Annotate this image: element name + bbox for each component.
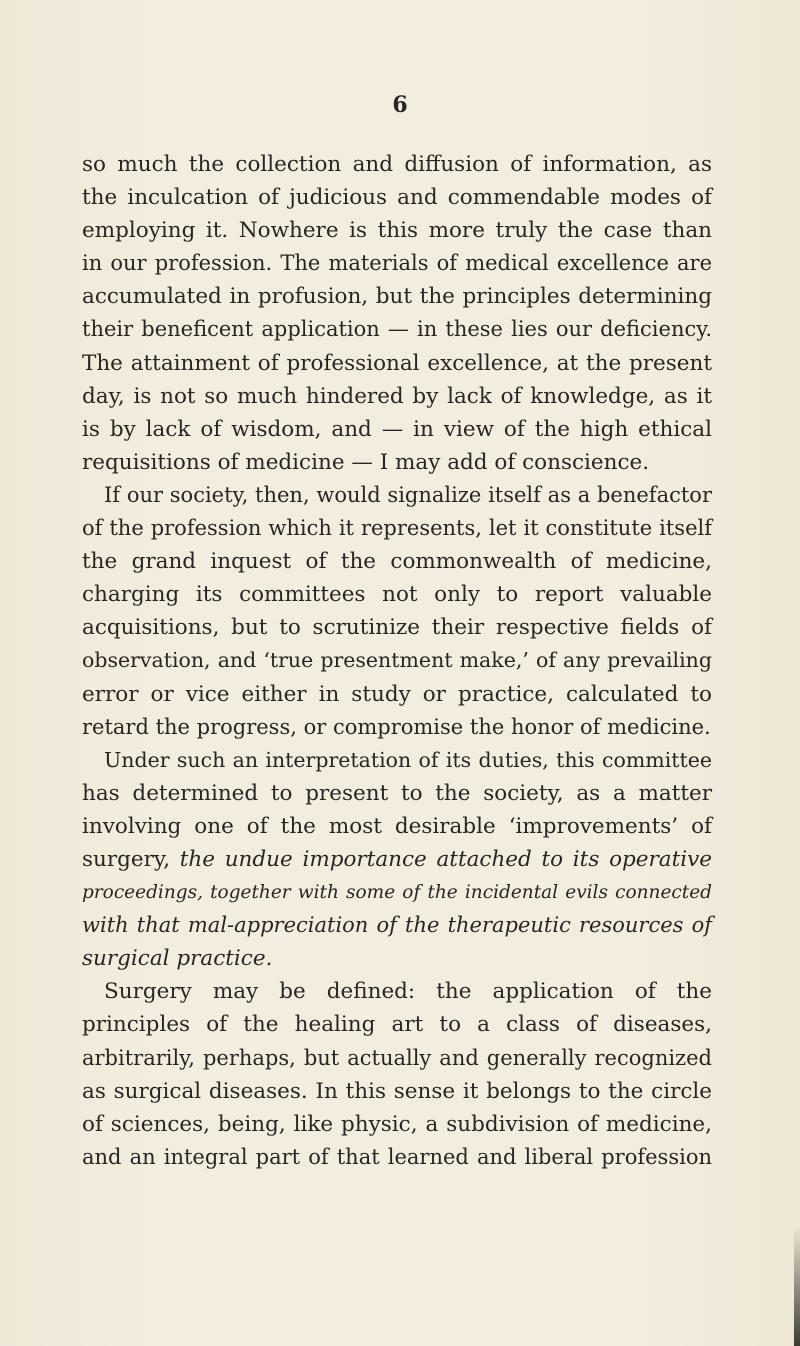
text-line: as surgical diseases. In this sense it belongs to the circle — [82, 1078, 712, 1104]
text-line: day, is not so much hindered by lack of knowledge, as it — [82, 383, 712, 409]
paragraph-start-line: Surgery may be defined: the application of the — [104, 979, 712, 1005]
text-line: of the profession which it represents, let it constitute itself — [82, 516, 712, 541]
text-line: arbitrarily, perhaps, but actually and generally recognized — [82, 1045, 712, 1070]
page-edge-shadow — [794, 1226, 800, 1346]
text-line: observation, and ‘true presentment make,’ of any prevailing — [82, 648, 712, 673]
italic-paragraph-end-line: surgical practice. — [82, 946, 273, 972]
paragraph-end-line: requisitions of medicine — I may add of conscience. — [82, 449, 650, 475]
text-line: has determined to present to the society, as a matter — [82, 780, 712, 806]
roman-segment: surgery, — [82, 846, 171, 872]
italic-segment: the undue importance attached to its operative — [179, 846, 712, 872]
italic-line: proceedings, together with some of the incidental evils connected — [82, 882, 712, 904]
page-number: 6 — [392, 92, 408, 118]
text-line: acquisitions, but to scrutinize their respective fields of — [82, 615, 712, 641]
body-text — [82, 148, 712, 1174]
text-line: and an integral part of that learned and liberal profession — [82, 1144, 712, 1169]
text-line: the grand inquest of the commonwealth of medicine, — [82, 549, 712, 575]
paragraph-end-line: retard the progress, or compromise the honor of medicine. — [82, 714, 711, 739]
text-line: error or vice either in study or practice, calculated to — [82, 681, 712, 707]
text-line: accumulated in profusion, but the principles determining — [82, 284, 712, 310]
text-line: The attainment of professional excellence, at the present — [82, 350, 712, 376]
text-line: the inculcation of judicious and commendable modes of — [82, 185, 712, 211]
text-line: charging its committees not only to report valuable — [82, 582, 712, 608]
text-line: of sciences, being, like physic, a subdivision of medicine, — [82, 1111, 712, 1137]
paragraph-start-line: Under such an interpretation of its duties, this committee — [104, 747, 712, 772]
text-line: is by lack of wisdom, and — in view of the high ethical — [82, 416, 712, 442]
text-line: in our profession. The materials of medical excellence are — [82, 251, 712, 276]
text-line: employing it. Nowhere is this more truly the case than — [82, 218, 712, 244]
mixed-style-line — [82, 843, 712, 876]
text-line: principles of the healing art to a class of diseases, — [82, 1012, 712, 1038]
paragraph-start-line: If our society, then, would signalize itself as a benefactor — [104, 482, 712, 507]
text-line: so much the collection and diffusion of information, as — [82, 152, 712, 177]
text-line: involving one of the most desirable ‘improvements’ of — [82, 813, 712, 839]
italic-line: with that mal-appreciation of the therapeutic resources of — [82, 913, 712, 938]
text-line: their beneficent application — in these lies our deficiency. — [82, 317, 712, 342]
